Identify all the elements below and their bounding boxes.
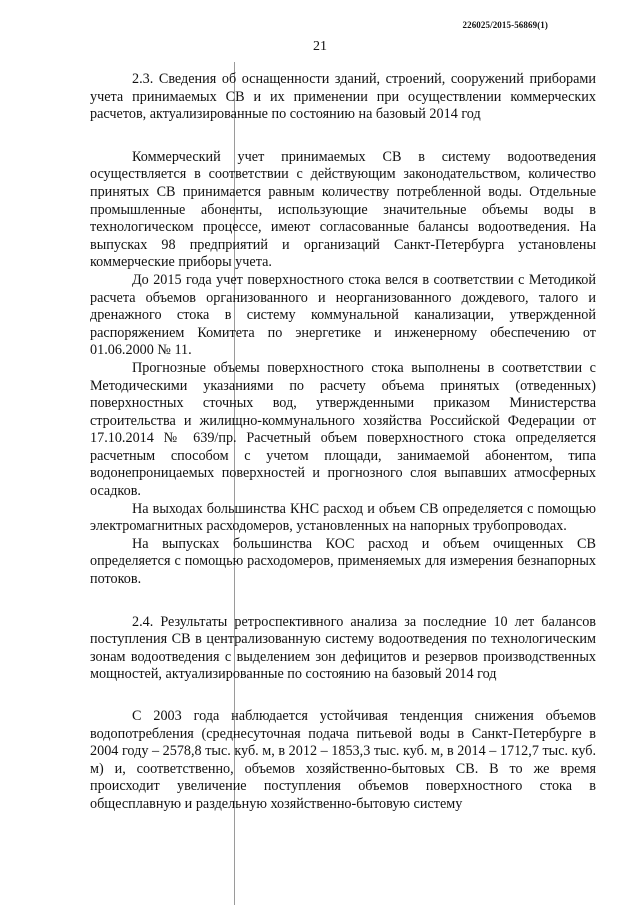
paragraph-surface-runoff-before-2015: До 2015 года учет поверхностного стока велся в соответствии с Методикой расчета объемов организованного и неорганизованного дождевого, талого и дренажного стока в систему коммунальной канализации, утвержденной распоряжением Комитета по энергетике и инженерному обеспечению от 01.06.2000 № 11. [90, 271, 596, 359]
paragraph-consumption-trend: С 2003 года наблюдается устойчивая тенденция снижения объемов водопотребления (среднесуточная подача питьевой воды в Санкт-Петербурге в 2004 году – 2578,8 тыс. куб. м, в 2012 – 1853,3 тыс. куб. м, в 2014 – 1712,7 тыс. куб. м) и, соответственно, объемов хозяйственно-бытовых СВ. В то же время происходит увеличение поступления объемов поверхностного стока в общесплавную и раздельную хозяйственно-бытовую систему [90, 708, 596, 812]
page-number: 21 [313, 39, 327, 54]
paragraph-commercial-accounting: Коммерческий учет принимаемых СВ в систему водоотведения осуществляется в соответствии с действующим законодательством, количество принятых СВ принимается равным количеству потребленной воды. Отдельные промышленные абоненты, использующие значительные объемы воды в технологическом процессе, имеют согласованные балансы водоотведения. На выпусках 98 предприятий и организаций Санкт-Петербурга установлены коммерческие приборы учета. [90, 148, 596, 271]
document-id: 226025/2015-56869(1) [462, 20, 548, 30]
paragraph-forecast-volumes: Прогнозные объемы поверхностного стока выполнены в соответствии с Методическими указаниями по расчету объема принятых (отведенных) поверхностных сточных вод, утвержденными приказом Министерства строительства и жилищно-коммунального хозяйства Российской Федерации от 17.10.2014 № 639/пр. Расчетный объем поверхностного стока определяется расчетным способом с учетом площади, занимаемой абонентом, типа водонепроницаемых поверхностей и прогнозного слоя выпавших атмосферных осадков. [90, 359, 596, 500]
section-heading-2-3: 2.3. Сведения об оснащенности зданий, строений, сооружений приборами учета принимаемых СВ и их применении при осуществлении коммерческих расчетов, актуализированные по состоянию на базовый 2014 год [90, 71, 596, 123]
paragraph-kos-outlets: На выпусках большинства КОС расход и объем очищенных СВ определяется с помощью расходомеров, применяемых для измерения безнапорных потоков. [90, 535, 596, 588]
document-body [90, 71, 596, 814]
section-heading-2-4: 2.4. Результаты ретроспективного анализа за последние 10 лет балансов поступления СВ в централизованную систему водоотведения по технологическим зонам водоотведения с выделением зон дефицитов и резервов производственных мощностей, актуализированные по состоянию на базовый 2014 год [90, 613, 596, 683]
paragraph-kns-outputs: На выходах большинства КНС расход и объем СВ определяется с помощью электромагнитных расходомеров, установленных на напорных трубопроводах. [90, 500, 596, 535]
